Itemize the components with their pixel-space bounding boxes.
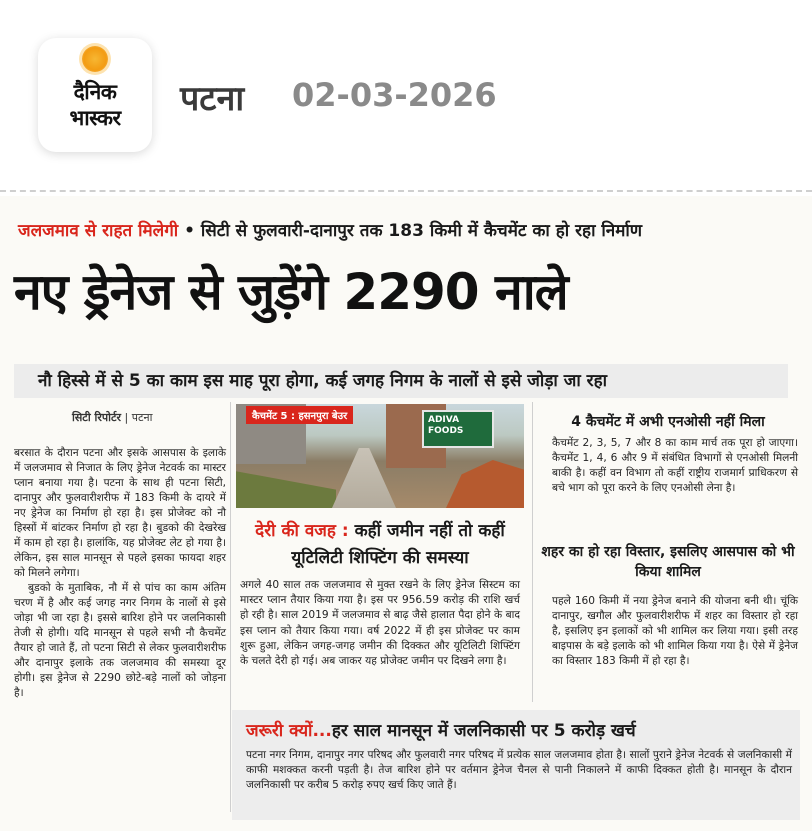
expansion-text: पहले 160 किमी में नया ड्रेनेज बनाने की योजना बनी थी। चूंकि दानापुर, खगौल और फुलवारीशरीफ में शहर का विस्तार हो रहा है, इसलिए इन इलाकों को भी शामिल कर लिया गया। इसी तरह बाइपास के बड़े इलाके को भी शामिल किया गया है। ऐसे में ड्रेनेज का विस्तार 183 किमी में हो रहा है। (552, 595, 798, 667)
header-divider (0, 190, 812, 192)
noc-text: कैचमेंट 2, 3, 5, 7 और 8 का काम मार्च तक पूरा हो जाएगा। कैचमेंट 1, 4, 6 और 9 में संबंधित विभागों से एनओसी मिलनी बाकी है। कहीं वन विभाग तो कहीं राष्ट्रीय राजमार्ग प्राधिकरण से बचे भाग को पूरा करने के लिए एनओसी लेना है। (552, 437, 798, 494)
left-column-text (14, 446, 226, 701)
article-headline: नए ड्रेनेज से जुड़ेंगे 2290 नाले (14, 263, 568, 321)
why-important-box (232, 710, 800, 820)
edition-date: 02-03-2026 (292, 76, 497, 114)
news-article (0, 196, 812, 831)
article-subheadline: नौ हिस्से में से 5 का काम इस माह पूरा होगा, कई जगह निगम के नालों से इसे जोड़ा जा रहा (14, 364, 788, 398)
left-paragraph-2: बुडको के मुताबिक, नौ में से पांच का काम अंतिम चरण में है और कई जगह नगर निगम के नालों से इसे जोड़ा भी जा रहा है। इससे बारिश होने पर जलनिकासी तेजी से होगी। यदि मानसून से पहले सभी नौ कैचमेंट तैयार हो जाते हैं, तो पटना सिटी से लेकर फुलवारीशरीफ और दानापुर इलाके तक जलजमाव की समस्या दूर होगी। इस ड्रेनेज से 2290 छोटे-बड़े नालों को जोड़ना है। (14, 582, 226, 699)
mid-column-text: अगले 40 साल तक जलजमाव से मुक्त रखने के लिए ड्रेनेज सिस्टम का मास्टर प्लान तैयार किया गया है। इस पर 956.59 करोड़ की राशि खर्च हो रही है। साल 2019 में जलजमाव से बाढ़ जैसे हालात पैदा होने के बाद इस प्लान को तैयार किया गया। वर्ष 2022 में ही इस प्रोजेक्ट पर काम शुरू हुआ, लेकिन जगह-जगह जमीन की दिक्कत और यूटिलिटी शिफ्टिंग के चलते देरी हो गई। अब जाकर यह प्रोजेक्ट जमीन पर दिखने लगा है। (240, 579, 520, 668)
signboard-text: ADIVA FOODS (428, 415, 464, 436)
why-important-title-text: हर साल मानसून में जलनिकासी पर 5 करोड़ खर्च (331, 721, 636, 741)
left-paragraph-1: बरसात के दौरान पटना और इसके आसपास के इलाके में जलजमाव से निजात के लिए ड्रेनेज नेटवर्क का मास्टर प्लान बनाया गया है। पटना के साथ ही पटना सिटी, दानापुर और फुलवारीशरीफ में 183 किमी के दायरे में नए ड्रेनेज का निर्माण हो रहा है। इस प्रोजेक्ट को नौ हिस्सों में बांटकर निर्माण हो रहा है। बुडको की देखरेख में काम हो रहा है। हालांकि, यह प्रोजेक्ट लेट हो गया है। लेकिन, इस साल मानसून से पहले इसका फायदा शहर को मिलने लगेगा। (14, 447, 226, 579)
article-kicker (18, 218, 642, 241)
kicker-text: • सिटी से फुलवारी-दानापुर तक 183 किमी में कैचमेंट का हो रहा निर्माण (178, 221, 643, 241)
column-divider (532, 402, 533, 702)
why-important-text: पटना नगर निगम, दानापुर नगर परिषद और फुलवारी नगर परिषद में प्रत्येक साल जलजमाव होता है। सालों पुराने ड्रेनेज नेटवर्क से जलनिकासी में काफी मशक्कत करनी पड़ती है। तेज बारिश होने पर वर्तमान ड्रेनेज चैनल से पानी निकालने में काफी दिक्कत होती है। मानसून के दौरान जलनिकासी पर करीब 5 करोड़ रुपए खर्च किए जाते हैं। (246, 749, 792, 792)
publisher-logo[interactable] (38, 38, 152, 152)
byline-reporter: सिटी रिपोर्टर (72, 411, 121, 424)
kicker-highlight: जलजमाव से राहत मिलेगी (18, 221, 179, 241)
byline-place: | पटना (121, 411, 153, 424)
sand-heap (446, 460, 524, 508)
sun-icon (82, 46, 108, 72)
why-important-title (246, 718, 636, 741)
column-divider (230, 402, 231, 812)
delay-heading-highlight: देरी की वजह : (255, 521, 355, 541)
photo-caption-tag: कैचमेंट 5 : हसनपुरा बेउर (246, 406, 353, 424)
noc-heading: 4 कैचमेंट में अभी एनओसी नहीं मिला (571, 414, 765, 430)
edition-city: पटना (180, 79, 245, 119)
shop-signboard (422, 410, 494, 448)
app-header (0, 0, 812, 190)
byline (72, 410, 152, 425)
news-photo (236, 404, 524, 508)
why-important-highlight: जरूरी क्यों... (246, 721, 332, 741)
delay-heading-text: कहीं जमीन नहीं तो कहीं यूटिलिटी शिफ्टिंग की समस्या (291, 521, 505, 568)
delay-heading (236, 518, 524, 572)
logo-text-line2: भास्कर (69, 105, 121, 130)
logo-text-line1: दैनिक (73, 79, 117, 104)
expansion-heading: शहर का हो रहा विस्तार, इसलिए आसपास को भी किया शामिल (541, 544, 795, 580)
